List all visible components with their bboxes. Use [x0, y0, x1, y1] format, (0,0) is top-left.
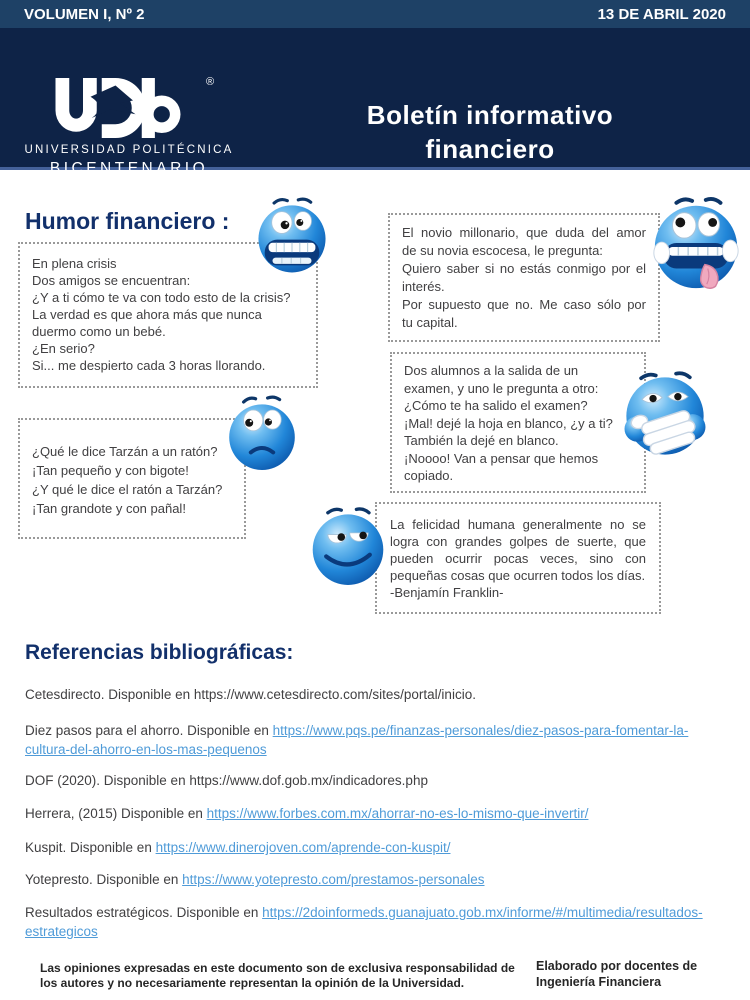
joke-line: ¿Y qué le dice el ratón a Tarzán?	[32, 482, 223, 497]
joke-line: ¿En serio?	[32, 341, 95, 356]
joke-line: ¡Noooo! Van a pensar que hemos	[404, 450, 599, 466]
joke-line: ¡Mal! dejé la hoja en blanco, ¿y a ti?	[404, 415, 613, 431]
date-label: 13 DE ABRIL 2020	[597, 5, 726, 23]
reference-text: Cetesdirecto. Disponible en https://www.cetesdirecto.com/sites/portal/inicio.	[25, 687, 476, 702]
joke-line: ¿Cómo te ha salido el examen?	[404, 398, 588, 413]
joke-line: ¿Qué le dice Tarzán a un ratón?	[32, 444, 218, 459]
joke-line: Dos alumnos a la salida de un	[404, 363, 579, 378]
joke-line: copiado.	[404, 468, 454, 483]
humor-section-heading: Humor financiero :	[25, 208, 230, 234]
header-band	[0, 28, 750, 177]
volume-label: VOLUMEN I, Nº 2	[24, 5, 145, 23]
joke-line: La verdad es que ahora más que nunca	[32, 307, 262, 322]
joke-box-examen	[390, 352, 646, 493]
disclaimer-line2: los autores y no necesariamente representan la opinión de la Universidad.	[40, 976, 465, 990]
quote-line: logra con grandes golpes de suerte, que	[390, 534, 646, 549]
quote-line: pequeñas cosas que ocurren todos los días.	[390, 568, 646, 583]
reference-link[interactable]: https://www.pqs.pe/finanzas-personales/diez-pasos-para-fomentar-la-cultura-del-ahorro-en-los-mas-pequenos	[25, 723, 689, 757]
title-line2: financiero	[425, 134, 555, 164]
worried-face-emoji	[222, 394, 302, 474]
reference-text: Herrera, (2015) Disponible en	[25, 806, 207, 821]
credit-line2: Ingeniería Financiera	[536, 975, 662, 989]
joke-line: Dos amigos se encuentran:	[32, 273, 191, 288]
joke-line: interés.	[402, 279, 445, 294]
credit	[536, 958, 697, 990]
reference-item	[25, 903, 731, 941]
joke-line: Si... me despierto cada 3 horas llorando.	[32, 358, 266, 373]
quote-attribution: -Benjamín Franklin-	[390, 585, 504, 600]
joke-line: de su novia escocesa, le pregunta:	[402, 243, 603, 258]
references-section-heading: Referencias bibliográficas:	[25, 641, 294, 664]
joke-box-tarzan	[18, 418, 246, 539]
reference-text: DOF (2020). Disponible en https://www.dof.gob.mx/indicadores.php	[25, 773, 428, 788]
reference-link[interactable]: https://www.forbes.com.mx/ahorrar-no-es-lo-mismo-que-invertir/	[206, 806, 589, 821]
disclaimer	[40, 961, 515, 991]
joke-line: tu capital.	[402, 315, 458, 330]
joke-line: Quiero saber si no estás conmigo por el	[402, 261, 646, 276]
reference-item	[25, 838, 731, 857]
grimace-face-emoji	[253, 196, 331, 274]
joke-line: Por supuesto que no. Me caso sólo por	[402, 297, 646, 312]
title-line1: Boletín informativo	[366, 100, 614, 130]
joke-line: También la dejé en blanco.	[404, 433, 559, 448]
quote-box-franklin	[375, 502, 661, 614]
reference-item	[25, 685, 731, 704]
quote-line: pueden ocurrir pocas veces, sino con	[390, 551, 646, 566]
masthead-bar	[0, 0, 750, 28]
reference-item	[25, 804, 731, 823]
reference-text: Resultados estratégicos. Disponible en	[25, 905, 263, 920]
joke-line: ¿Y a ti cómo te va con todo esto de la crisis?	[32, 290, 291, 305]
reference-text: Kuspit. Disponible en	[25, 840, 156, 855]
reference-link[interactable]: https://www.yotepresto.com/prestamos-personales	[182, 872, 485, 887]
joke-box-novio	[388, 213, 660, 342]
credit-line1: Elaborado por docentes de	[536, 959, 698, 973]
giggling-face-emoji	[618, 370, 712, 462]
reference-text: Diez pasos para el ahorro. Disponible en	[25, 723, 273, 738]
joke-line: ¡Tan grandote y con pañal!	[32, 501, 186, 516]
joke-line: El novio millonario, que duda del amor	[402, 225, 646, 240]
logo-org-line2: BICENTENARIO	[49, 160, 209, 177]
joke-line: ¡Tan pequeño y con bigote!	[32, 463, 189, 478]
reference-item	[25, 771, 731, 790]
joke-line: duermo como un bebé.	[32, 324, 166, 339]
disclaimer-line1: Las opiniones expresadas en este documento son de exclusiva responsabilidad de	[40, 961, 515, 975]
reference-text: Yotepresto. Disponible en	[25, 872, 183, 887]
quote-line: La felicidad humana generalmente no se	[390, 517, 646, 532]
tongue-out-face-emoji	[646, 196, 746, 294]
smug-face-emoji	[306, 506, 390, 590]
logo-org-line1: UNIVERSIDAD POLITÉCNICA	[24, 144, 234, 156]
newsletter-title	[320, 98, 660, 166]
reference-link[interactable]: https://www.dinerojoven.com/aprende-con-kuspit/	[155, 840, 451, 855]
reference-item	[25, 721, 731, 759]
registered-mark: ®	[206, 76, 215, 88]
upb-logo-icon	[28, 78, 208, 138]
reference-item	[25, 870, 731, 889]
joke-line: En plena crisis	[32, 256, 117, 271]
joke-line: examen, y uno le pregunta a otro:	[404, 380, 599, 396]
reference-link[interactable]: https://2doinformeds.guanajuato.gob.mx/informe/#/multimedia/resultados-estrategicos	[25, 905, 703, 939]
university-logo	[24, 78, 239, 183]
